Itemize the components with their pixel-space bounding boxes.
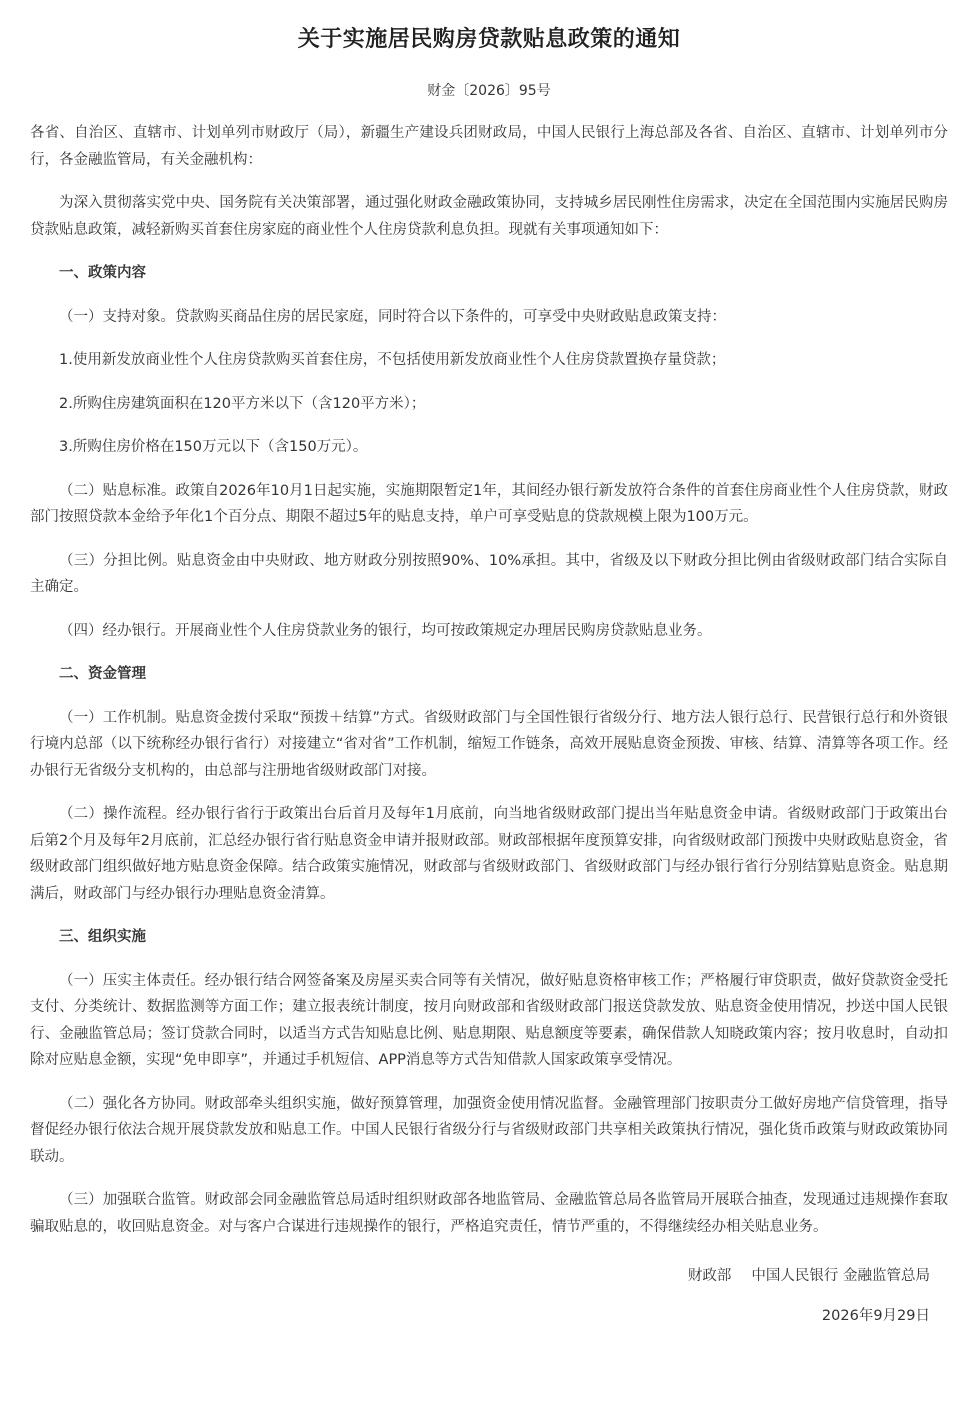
issuer-ministry-of-finance: 财政部 (687, 1268, 732, 1284)
condition-item-3: 3.所购住房价格在150万元以下（含150万元）。 (59, 439, 368, 455)
paragraph-coordination: （二）强化各方协同。财政部牵头组织实施，做好预算管理，加强资金使用情况监督。金融管理部门按职责分工做好房地产信贷管理，指导督促经办银行依法合规开展贷款发放和贴息工作。中国人民银行省级分行与省级财政部门共享相关政策执行情况，强化货币政策与财政政策协同联动。 (30, 1095, 948, 1165)
section-heading-implementation: 三、组织实施 (59, 929, 146, 945)
intro-paragraph: 为深入贯彻落实党中央、国务院有关决策部署，通过强化财政金融政策协同，支持城乡居民刚性住房需求，决定在全国范围内实施居民购房贷款贴息政策，减轻新购买首套住房家庭的商业性个人住房贷款利息负担。现就有关事项通知如下： (30, 195, 948, 238)
paragraph-handling-banks: （四）经办银行。开展商业性个人住房贷款业务的银行，均可按政策规定办理居民购房贷款贴息业务。 (59, 622, 712, 639)
paragraph-subsidy-standard: （二）贴息标准。政策自2026年10月1日起实施，实施期限暂定1年，其间经办银行新发放符合条件的首套住房商业性个人住房贷款，财政部门按照贷款本金给予年化1个百分点、期限不超过5年的贴息支持，单户可享受贴息的贷款规模上限为100万元。 (30, 482, 948, 525)
paragraph-joint-supervision: （三）加强联合监管。财政部会同金融监管总局适时组织财政部各地监管局、金融监管总局各监管局开展联合抽查，发现通过违规操作套取骗取贴息的，收回贴息资金。对与客户合谋进行违规操作的银行，严格追究责任，情节严重的，不得继续经办相关贴息业务。 (30, 1192, 948, 1235)
paragraph-cost-sharing: （三）分担比例。贴息资金由中央财政、地方财政分别按照90%、10%承担。其中，省级及以下财政分担比例由省级财政部门结合实际自主确定。 (30, 552, 948, 595)
signature-issuers (30, 1266, 948, 1286)
section-heading-policy-content: 一、政策内容 (59, 265, 146, 281)
document-title: 关于实施居民购房贷款贴息政策的通知 (297, 27, 681, 52)
paragraph-operating-procedure: （二）操作流程。经办银行省行于政策出台后首月及每年1月底前，向当地省级财政部门提出当年贴息资金申请。省级财政部门于政策出台后第2个月及每年2月底前，汇总经办银行省行贴息资金申请并报财政部。财政部根据年度预算安排，向省级财政部门预拨中央财政贴息资金，省级财政部门组织做好地方贴息资金保障。结合政策实施情况，财政部与省级财政部门、省级财政部门与经办银行省行分别结算贴息资金。贴息期满后，财政部门与经办银行办理贴息资金清算。 (30, 806, 948, 902)
section-heading-fund-management: 二、资金管理 (59, 666, 146, 682)
signature-date: 2026年9月29日 (821, 1308, 930, 1324)
issuer-pboc-nfra: 中国人民银行 金融监管总局 (751, 1268, 930, 1284)
condition-item-2: 2.所购住房建筑面积在120平方米以下（含120平方米）； (59, 395, 426, 412)
addressee: 各省、自治区、直辖市、计划单列市财政厅（局），新疆生产建设兵团财政局，中国人民银行上海总部及各省、自治区、直辖市、计划单列市分行，各金融监管局，有关金融机构： (30, 125, 948, 168)
paragraph-main-responsibility: （一）压实主体责任。经办银行结合网签备案及房屋买卖合同等有关情况，做好贴息资格审核工作；严格履行审贷职责，做好贷款资金受托支付、分类统计、数据监测等方面工作；建立报表统计制度，按月向财政部和省级财政部门报送贷款发放、贴息资金使用情况，抄送中国人民银行、金融监管总局；签订贷款合同时，以适当方式告知贴息比例、贴息期限、贴息额度等要素，确保借款人知晓政策内容；按月收息时，自动扣除对应贴息金额，实现“免申即享”，并通过手机短信、APP消息等方式告知借款人国家政策享受情况。 (30, 972, 948, 1068)
paragraph-support-targets: （一）支持对象。贷款购买商品住房的居民家庭，同时符合以下条件的，可享受中央财政贴息政策支持： (59, 308, 726, 325)
condition-item-1: 1.使用新发放商业性个人住房贷款购买首套住房，不包括使用新发放商业性个人住房贷款置换存量贷款； (59, 352, 726, 368)
document-body (30, 120, 948, 1240)
document-number: 财金〔2026〕95号 (427, 83, 551, 99)
paragraph-work-mechanism: （一）工作机制。贴息资金拨付采取“预拨＋结算”方式。省级财政部门与全国性银行省级分行、地方法人银行总行、民营银行总行和外资银行境内总部（以下统称经办银行省行）对接建立“省对省”工作机制，缩短工作链条，高效开展贴息资金预拨、审核、结算、清算等各项工作。经办银行无省级分支机构的，由总部与注册地省级财政部门对接。 (30, 709, 948, 779)
